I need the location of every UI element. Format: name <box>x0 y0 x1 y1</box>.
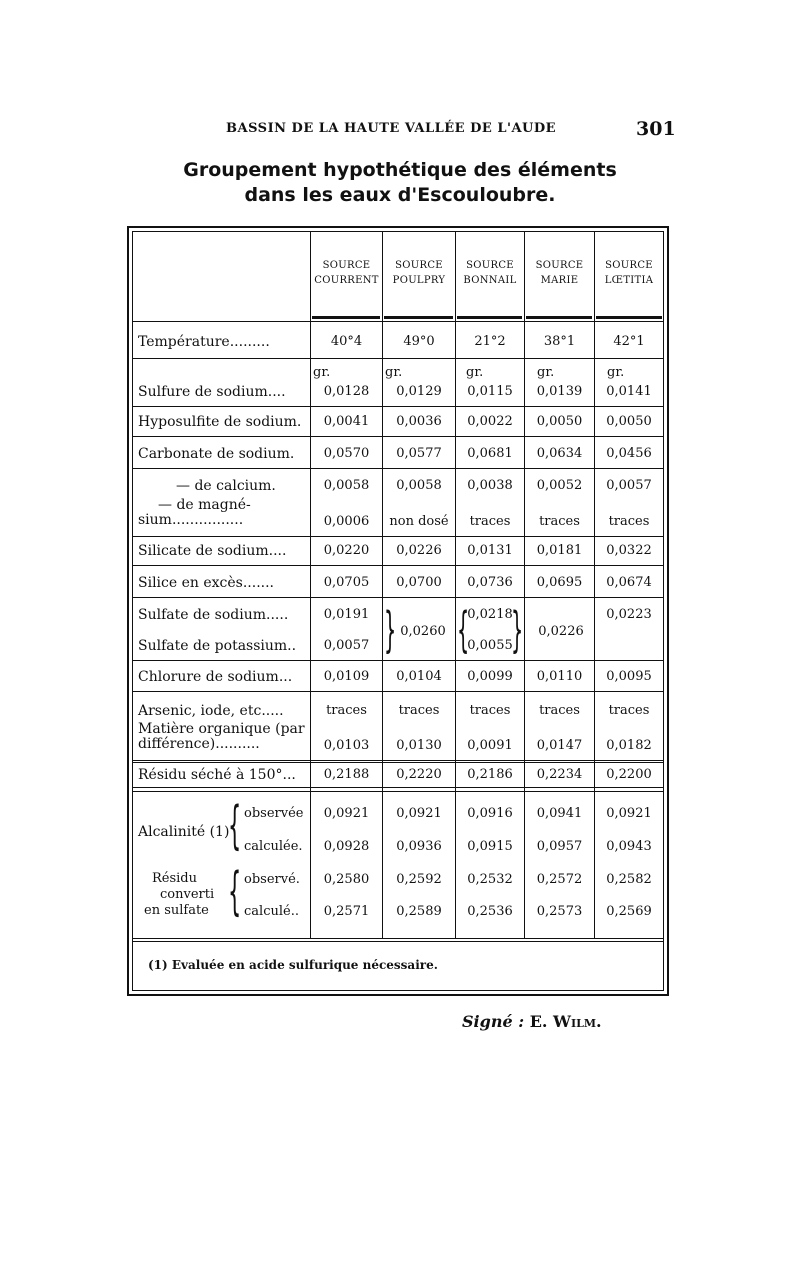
table-cell: traces <box>608 514 650 529</box>
signature <box>462 1012 602 1031</box>
table-cell: 0,0700 <box>396 575 442 590</box>
table-cell: 0,0095 <box>606 669 652 684</box>
table-cell: 0,2589 <box>396 904 442 919</box>
table-cell: 0,0456 <box>606 446 652 461</box>
table-cell: 0,0921 <box>323 806 370 821</box>
table-cell: 0,2234 <box>536 767 583 782</box>
table-cell: non dosé <box>389 514 449 529</box>
row-label: — de calcium. <box>176 478 276 494</box>
table-cell: 0,0921 <box>396 806 442 821</box>
table-cell: 0,0115 <box>467 384 513 399</box>
row-separator <box>133 565 663 566</box>
table-cell: 0,0634 <box>536 446 583 461</box>
row-separator <box>133 660 663 661</box>
table-cell: 0,0941 <box>536 806 583 821</box>
table-cell: 0,0928 <box>323 839 370 854</box>
brace-icon: { <box>457 602 470 658</box>
row-label-residu-seche: Résidu séché à 150°... <box>138 767 296 783</box>
sub-label-observe: observé. <box>244 872 300 887</box>
row-label: Silicate de sodium.... <box>138 543 287 559</box>
row-separator <box>133 941 663 942</box>
title-line-2: dans les eaux d'Escouloubre. <box>244 184 556 206</box>
table-cell: 0,0915 <box>467 839 513 854</box>
table-cell: 0,0036 <box>396 414 442 429</box>
table-cell: 0,0130 <box>396 738 442 753</box>
table-cell: 0,2532 <box>467 872 513 887</box>
header-rule <box>384 316 453 319</box>
row-label-alcalinite: Alcalinité (1) <box>138 824 230 840</box>
page-number: 301 <box>636 118 676 140</box>
table-cell: 0,0943 <box>606 839 652 854</box>
table-cell: traces <box>608 703 650 718</box>
running-title: BASSIN DE LA HAUTE VALLÉE DE L'AUDE <box>226 121 557 136</box>
table-cell: 0,2571 <box>323 904 370 919</box>
table-cell: 0,0916 <box>467 806 513 821</box>
table-cell: 0,2536 <box>467 904 513 919</box>
row-label: Matière organique (par différence).......... <box>138 721 305 752</box>
row-separator <box>133 536 663 537</box>
table-cell: 0,0058 <box>396 478 442 493</box>
row-label: Silice en excès....... <box>138 575 274 591</box>
table-cell: 0,0052 <box>536 478 583 493</box>
sub-label-observee: observée <box>244 806 304 821</box>
signature-name: E. Wilm. <box>529 1012 602 1031</box>
brace-icon: { <box>228 862 242 922</box>
table-cell-merged: 0,0226 <box>538 624 584 639</box>
table-cell: 0,2220 <box>396 767 442 782</box>
table-cell: traces <box>326 703 367 718</box>
page-title <box>0 158 800 208</box>
table-cell: 38°1 <box>543 334 576 349</box>
table-cell: 0,0022 <box>467 414 513 429</box>
table-cell: 0,0957 <box>536 839 583 854</box>
table-cell: 0,0129 <box>396 384 442 399</box>
row-label: Hyposulfite de sodium. <box>138 414 302 430</box>
row-label-converti: converti <box>160 887 215 902</box>
table-cell: 0,0131 <box>467 543 513 558</box>
header-rule <box>526 316 592 319</box>
table-cell: 42°1 <box>613 334 645 349</box>
table-cell: 0,0570 <box>323 446 370 461</box>
table-cell: 0,0936 <box>396 839 442 854</box>
column-header-loetitia: SOURCE LŒTITIA <box>604 260 654 286</box>
header-rule <box>596 316 662 319</box>
table-cell: 0,2580 <box>323 872 370 887</box>
table-cell: 0,0705 <box>323 575 370 590</box>
table-cell: 49°0 <box>403 334 435 349</box>
table-cell: 0,0099 <box>467 669 513 684</box>
table-cell: 0,0921 <box>606 806 652 821</box>
table-cell: 0,2569 <box>606 904 652 919</box>
unit-label: gr. <box>537 365 555 380</box>
column-header-poulpry: SOURCE POULPRY <box>392 260 446 286</box>
table-cell: traces <box>539 514 580 529</box>
row-label: — de magné- sium................ <box>138 497 251 528</box>
table-cell: 0,0182 <box>606 738 652 753</box>
table-cell: 0,0104 <box>396 669 442 684</box>
running-header <box>0 118 800 142</box>
table-cell: 0,0103 <box>323 738 370 753</box>
table-cell: 0,0128 <box>323 384 370 399</box>
table-cell: 0,2572 <box>536 872 583 887</box>
title-line-1: Groupement hypothétique des éléments <box>183 159 617 181</box>
table-cell: 0,2573 <box>536 904 583 919</box>
table-cell: 0,0736 <box>467 575 513 590</box>
table-cell: 0,0147 <box>536 738 583 753</box>
row-label: Sulfure de sodium.... <box>138 384 286 400</box>
table-cell: 0,0055 <box>467 638 513 653</box>
table-cell: 0,2188 <box>323 767 370 782</box>
row-label: Chlorure de sodium... <box>138 669 293 685</box>
table-cell: 0,0050 <box>606 414 652 429</box>
row-separator <box>133 791 663 792</box>
table-cell: 0,0223 <box>606 607 652 622</box>
table-cell: 0,0695 <box>536 575 583 590</box>
row-label-en-sulfate: en sulfate <box>144 903 209 918</box>
row-separator <box>133 787 663 788</box>
row-label: Carbonate de sodium. <box>138 446 295 462</box>
header-rule <box>457 316 522 319</box>
table-cell: traces <box>469 514 511 529</box>
table-cell: 0,0141 <box>606 384 652 399</box>
unit-label: gr. <box>466 365 484 380</box>
column-header-marie: SOURCE MARIE <box>535 260 584 286</box>
table-cell: 0,2200 <box>606 767 652 782</box>
row-separator <box>133 938 663 939</box>
column-header-bonnail: SOURCE BONNAIL <box>463 260 517 286</box>
row-separator <box>133 760 663 761</box>
signature-prefix: Signé : <box>462 1012 525 1031</box>
table-cell: 0,2592 <box>396 872 442 887</box>
table-cell: 0,0057 <box>606 478 652 493</box>
table-cell: 0,0109 <box>323 669 370 684</box>
table-cell: 0,0322 <box>606 543 652 558</box>
row-separator <box>133 406 663 407</box>
table-cell: 0,0050 <box>536 414 583 429</box>
row-label-residu: Résidu <box>152 871 198 886</box>
row-label: Sulfate de potassium.. <box>138 638 297 654</box>
sub-label-calculee: calculée. <box>244 839 303 854</box>
footnote: (1) Evaluée en acide sulfurique nécessaire. <box>148 958 438 972</box>
column-header-courrent: SOURCE COURRENT <box>314 260 379 286</box>
table-cell: 0,0091 <box>467 738 513 753</box>
table-cell: 21°2 <box>474 334 506 349</box>
table-cell: 0,2186 <box>467 767 513 782</box>
row-separator <box>133 436 663 437</box>
table-cell: 0,0041 <box>323 414 370 429</box>
row-separator <box>133 468 663 469</box>
table-cell: traces <box>398 703 440 718</box>
table-cell: 0,0674 <box>606 575 652 590</box>
table-cell: 0,0191 <box>323 607 370 622</box>
unit-label: gr. <box>313 365 331 380</box>
table-cell: 0,0181 <box>536 543 583 558</box>
row-label: Sulfate de sodium..... <box>138 607 289 623</box>
table-cell: 0,0139 <box>536 384 583 399</box>
row-separator <box>133 691 663 692</box>
unit-label: gr. <box>385 365 403 380</box>
row-label: Arsenic, iode, etc..... <box>138 703 284 719</box>
table-cell: 0,0110 <box>536 669 583 684</box>
table-cell: 0,0038 <box>467 478 513 493</box>
row-separator <box>133 597 663 598</box>
table-cell: traces <box>539 703 580 718</box>
brace-icon: } <box>511 602 524 658</box>
table-cell: traces <box>469 703 511 718</box>
row-label-temperature: Température......... <box>138 334 270 350</box>
table-cell: 40°4 <box>330 334 363 349</box>
header-bottom-line <box>133 321 663 322</box>
table-cell: 0,0057 <box>323 638 370 653</box>
sub-label-calcule: calculé.. <box>244 904 299 919</box>
table-cell: 0,0058 <box>323 478 370 493</box>
header-rule <box>312 316 380 319</box>
table-cell-merged: 0,0260 <box>400 624 446 639</box>
table-cell: 0,0218 <box>467 607 513 622</box>
table-cell: 0,0220 <box>323 543 370 558</box>
table-cell: 0,2582 <box>606 872 652 887</box>
row-separator <box>133 358 663 359</box>
row-separator <box>133 762 663 763</box>
unit-label: gr. <box>607 365 625 380</box>
brace-icon: { <box>228 796 242 856</box>
table-cell: 0,0226 <box>396 543 442 558</box>
table-cell: 0,0577 <box>396 446 442 461</box>
table-cell: 0,0681 <box>467 446 513 461</box>
table-cell: 0,0006 <box>323 514 370 529</box>
brace-icon: } <box>384 602 397 658</box>
